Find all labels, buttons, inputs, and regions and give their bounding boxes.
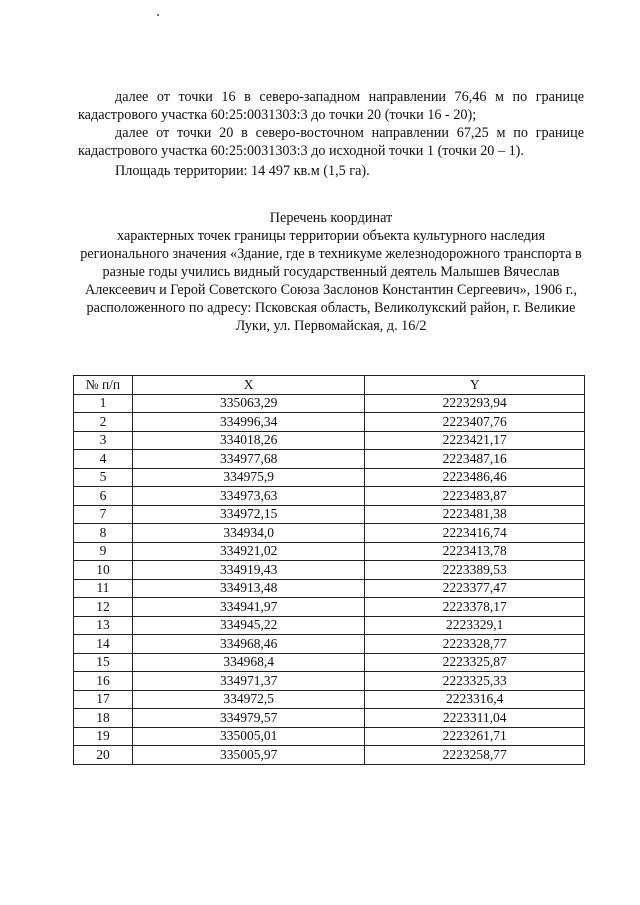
cell-number: 15 xyxy=(74,653,133,672)
cell-y: 2223389,53 xyxy=(365,561,585,580)
cell-y: 2223487,16 xyxy=(365,450,585,469)
cell-number: 19 xyxy=(74,727,133,746)
cell-x: 334968,46 xyxy=(132,635,365,654)
cell-number: 17 xyxy=(74,690,133,709)
table-row xyxy=(74,616,585,635)
cell-number: 9 xyxy=(74,542,133,561)
table-row xyxy=(74,672,585,691)
cell-x: 334972,15 xyxy=(132,505,365,524)
cell-number: 13 xyxy=(74,616,133,635)
table-row xyxy=(74,394,585,413)
cell-x: 334941,97 xyxy=(132,598,365,617)
cell-x: 334975,9 xyxy=(132,468,365,487)
cell-number: 3 xyxy=(74,431,133,450)
cell-number: 4 xyxy=(74,450,133,469)
table-row xyxy=(74,579,585,598)
table-header-row xyxy=(74,376,585,395)
cell-y: 2223261,71 xyxy=(365,727,585,746)
cell-number: 2 xyxy=(74,413,133,432)
table-row xyxy=(74,468,585,487)
cell-number: 6 xyxy=(74,487,133,506)
cell-y: 2223421,17 xyxy=(365,431,585,450)
cell-number: 7 xyxy=(74,505,133,524)
heading-title: Перечень координат xyxy=(269,210,393,226)
cell-x: 334919,43 xyxy=(132,561,365,580)
header-y: Y xyxy=(365,376,585,395)
cell-y: 2223377,47 xyxy=(365,579,585,598)
cell-y: 2223483,87 xyxy=(365,487,585,506)
coordinates-table xyxy=(73,375,585,765)
cell-number: 18 xyxy=(74,709,133,728)
paragraph-point-16-20: далее от точки 16 в северо-западном направлении 76,46 м по границе кадастрового участка 60:25:0031303:3 до точки 20 (точки 16 - 20); xyxy=(78,89,584,123)
cell-y: 2223486,46 xyxy=(365,468,585,487)
cell-x: 334968,4 xyxy=(132,653,365,672)
cell-number: 20 xyxy=(74,746,133,765)
table-row xyxy=(74,561,585,580)
table-row xyxy=(74,450,585,469)
table-row xyxy=(74,413,585,432)
cell-x: 334977,68 xyxy=(132,450,365,469)
cell-y: 2223325,87 xyxy=(365,653,585,672)
cell-y: 2223416,74 xyxy=(365,524,585,543)
cell-number: 10 xyxy=(74,561,133,580)
table-row xyxy=(74,727,585,746)
cell-x: 335005,01 xyxy=(132,727,365,746)
cell-x: 334921,02 xyxy=(132,542,365,561)
table-row xyxy=(74,746,585,765)
cell-x: 335005,97 xyxy=(132,746,365,765)
cell-x: 334971,37 xyxy=(132,672,365,691)
cell-x: 335063,29 xyxy=(132,394,365,413)
cell-x: 334945,22 xyxy=(132,616,365,635)
cell-y: 2223328,77 xyxy=(365,635,585,654)
cell-x: 334018,26 xyxy=(132,431,365,450)
cell-number: 5 xyxy=(74,468,133,487)
paragraph-point-20-1: далее от точки 20 в северо-восточном направлении 67,25 м по границе кадастрового участка 60:25:0031303:3 до исходной точки 1 (точки 20 – 1). xyxy=(78,125,584,159)
table-row xyxy=(74,653,585,672)
coordinates-heading xyxy=(78,209,584,335)
cell-y: 2223325,33 xyxy=(365,672,585,691)
stray-dot xyxy=(157,14,159,16)
cell-y: 2223329,1 xyxy=(365,616,585,635)
cell-y: 2223378,17 xyxy=(365,598,585,617)
cell-x: 334972,5 xyxy=(132,690,365,709)
table-row xyxy=(74,524,585,543)
header-number: № п/п xyxy=(74,376,133,395)
paragraph-area: Площадь территории: 14 497 кв.м (1,5 га). xyxy=(115,163,370,179)
cell-y: 2223258,77 xyxy=(365,746,585,765)
table-row xyxy=(74,431,585,450)
cell-y: 2223311,04 xyxy=(365,709,585,728)
cell-number: 1 xyxy=(74,394,133,413)
table-body xyxy=(74,394,585,764)
cell-y: 2223316,4 xyxy=(365,690,585,709)
table-row xyxy=(74,690,585,709)
table-row xyxy=(74,709,585,728)
cell-number: 11 xyxy=(74,579,133,598)
cell-y: 2223407,76 xyxy=(365,413,585,432)
table-row xyxy=(74,598,585,617)
cell-number: 12 xyxy=(74,598,133,617)
cell-y: 2223293,94 xyxy=(365,394,585,413)
cell-x: 334934,0 xyxy=(132,524,365,543)
heading-description: характерных точек границы территории объекта культурного наследия регионального значения «Здание, где в техникуме железнодорожного транспорта в разные годы учились видный государственный деятель Малышев Вячеслав Алексеевич и Герой Советского Союза Заслонов Константин Сергеевич», 1906 г., расположенного по адресу: Псковская область, Великолукский район, г. Великие Луки, ул. Первомайская, д. 16/2 xyxy=(80,228,582,334)
table-row xyxy=(74,487,585,506)
cell-number: 8 xyxy=(74,524,133,543)
table-row xyxy=(74,542,585,561)
cell-y: 2223413,78 xyxy=(365,542,585,561)
cell-y: 2223481,38 xyxy=(365,505,585,524)
table-row xyxy=(74,505,585,524)
cell-number: 14 xyxy=(74,635,133,654)
cell-x: 334979,57 xyxy=(132,709,365,728)
table-row xyxy=(74,635,585,654)
cell-x: 334913,48 xyxy=(132,579,365,598)
cell-x: 334996,34 xyxy=(132,413,365,432)
cell-number: 16 xyxy=(74,672,133,691)
header-x: X xyxy=(132,376,365,395)
cell-x: 334973,63 xyxy=(132,487,365,506)
